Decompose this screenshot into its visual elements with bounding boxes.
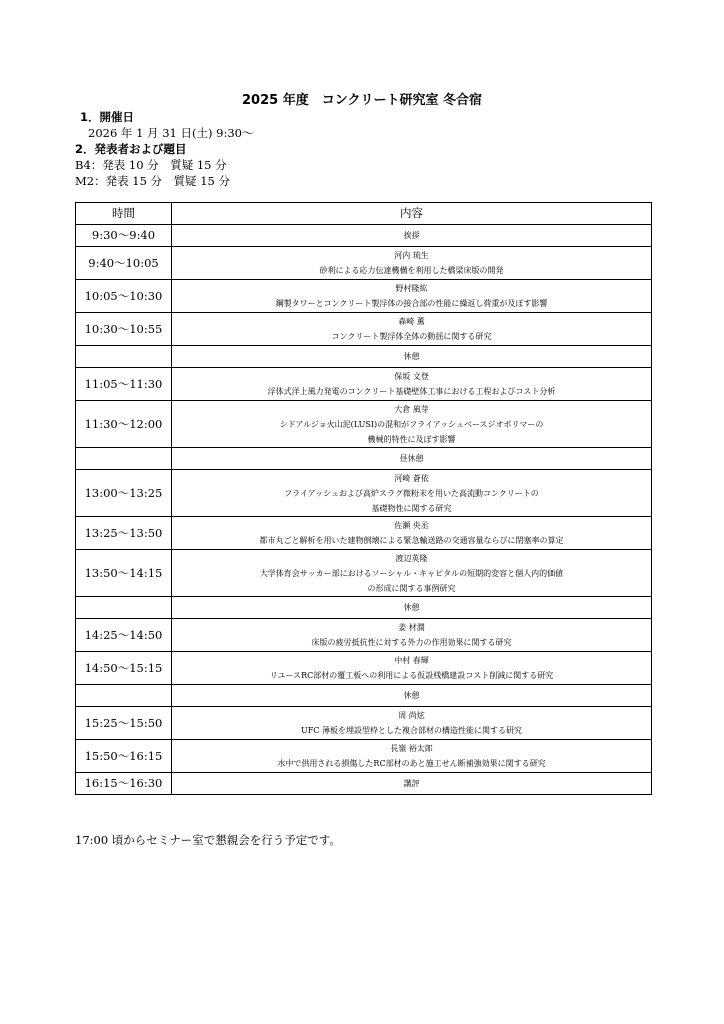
time-cell: 10:30～10:55 [76, 313, 172, 346]
presenter-name: 周 尚炫 [398, 711, 425, 720]
content-line: 講評 [403, 779, 420, 788]
header-content: 内容 [172, 203, 652, 225]
content-line: の形成に関する事例研究 [367, 583, 456, 593]
table-row [76, 517, 652, 550]
content-line: 大学体育会サッカー部におけるソーシャル・キャピタルの短期的変容と個人内的価値 [259, 568, 564, 578]
time-cell: 13:50～14:15 [76, 550, 172, 597]
content-line: 水中で供用される損傷したRC部材のあと施工せん断補強効果に関する研究 [277, 759, 546, 768]
content-line: 休憩 [403, 603, 420, 612]
content-line: 浮体式洋上風力発電のコンクリート基礎壁体工事における工程およびコスト分析 [267, 387, 556, 396]
table-row [76, 685, 652, 707]
content-line: 機械的特性に及ぼす影響 [367, 434, 456, 444]
time-cell: 16:15～16:30 [76, 773, 172, 795]
time-cell: 14:50～15:15 [76, 652, 172, 685]
table-row [76, 346, 652, 368]
table-header-row [76, 203, 652, 225]
content-cell [172, 280, 652, 313]
presenter-name: 佐瀬 央丞 [394, 521, 429, 530]
content-line: リユースRC部材の覆工板への利用による仮設桟橋建設コスト削減に関する研究 [269, 671, 554, 680]
time-cell [76, 685, 172, 707]
table-row [76, 619, 652, 652]
table-row [76, 740, 652, 773]
time-cell: 11:30～12:00 [76, 401, 172, 448]
time-cell [76, 448, 172, 470]
time-cell: 15:50～16:15 [76, 740, 172, 773]
content-line: 挨拶 [403, 231, 420, 240]
content-cell [172, 773, 652, 795]
content-cell [172, 247, 652, 280]
content-line: フライアッシュおよび高炉スラグ微粉末を用いた高流動コンクリートの [284, 488, 539, 498]
time-cell: 14:25～14:50 [76, 619, 172, 652]
time-cell: 9:30～9:40 [76, 225, 172, 247]
content-line: 休憩 [403, 352, 420, 361]
presenter-name: 大倉 風芽 [394, 404, 429, 414]
content-cell [172, 313, 652, 346]
section1-heading: 1．開催日 [80, 110, 135, 124]
time-cell: 15:25～15:50 [76, 707, 172, 740]
content-line: 昼休憩 [399, 454, 424, 463]
time-cell [76, 597, 172, 619]
content-cell [172, 619, 652, 652]
time-cell: 13:00～13:25 [76, 470, 172, 517]
table-row [76, 448, 652, 470]
time-cell [76, 346, 172, 368]
content-line: シドアルジョ火山泥(LUSI)の混和がフライアッシュベースジオポリマーの [279, 419, 544, 429]
m2-rule: M2：発表 15 分 質疑 15 分 [75, 174, 230, 188]
time-cell: 13:25～13:50 [76, 517, 172, 550]
content-cell [172, 225, 652, 247]
table-row [76, 652, 652, 685]
page-title: 2025 年度 コンクリート研究室 冬合宿 [242, 93, 482, 108]
table-row [76, 247, 652, 280]
content-line: 都市丸ごと解析を用いた建物倒壊による緊急輸送路の交通容量ならびに閉塞率の算定 [259, 536, 564, 545]
presenter-name: 中村 春輝 [394, 656, 429, 665]
content-line: 床版の疲労抵抗性に対する外力の作用効果に関する研究 [311, 638, 512, 647]
content-line: コンクリート製浮体全体の動揺に関する研究 [331, 332, 492, 341]
presenter-name: 河崎 蒼依 [394, 473, 429, 483]
presenter-name: 河内 琉生 [394, 251, 429, 260]
time-cell: 10:05～10:30 [76, 280, 172, 313]
table-row [76, 707, 652, 740]
presenter-name: 野村隆紘 [395, 284, 428, 293]
time-cell: 9:40～10:05 [76, 247, 172, 280]
content-cell [172, 652, 652, 685]
table-row [76, 597, 652, 619]
content-cell [172, 368, 652, 401]
table-row [76, 401, 652, 448]
header-time: 時間 [76, 203, 172, 225]
content-cell [172, 448, 652, 470]
content-line: UFC 薄板を埋設型枠とした複合部材の構造性能に関する研究 [301, 726, 522, 735]
content-cell [172, 517, 652, 550]
content-cell [172, 740, 652, 773]
time-cell: 11:05～11:30 [76, 368, 172, 401]
content-cell [172, 685, 652, 707]
b4-rule: B4：発表 10 分 質疑 15 分 [75, 158, 227, 172]
content-cell [172, 470, 652, 517]
content-line: 休憩 [403, 691, 420, 700]
content-cell [172, 401, 652, 448]
content-cell [172, 597, 652, 619]
table-row [76, 225, 652, 247]
section2-heading: 2．発表者および題目 [75, 142, 187, 156]
table-row [76, 470, 652, 517]
table-row [76, 773, 652, 795]
content-line: 砂利による応力伝達機構を利用した橋梁床版の開発 [319, 266, 504, 275]
footer-note: 17:00 頃からセミナー室で懇親会を行う予定です。 [75, 833, 341, 847]
presenter-name: 森崎 薫 [398, 317, 425, 326]
presenter-name: 保坂 文登 [394, 372, 429, 381]
presenter-name: 長嶺 裕太郎 [390, 744, 433, 753]
event-date: 2026 年 1 月 31 日(土) 9:30～ [88, 126, 254, 140]
schedule-table [75, 202, 652, 795]
presenter-name: 渡辺英隆 [395, 553, 428, 563]
table-row [76, 313, 652, 346]
content-line: 基礎物性に関する研究 [371, 503, 452, 513]
table-row [76, 280, 652, 313]
table-row [76, 550, 652, 597]
content-cell [172, 707, 652, 740]
content-line: 鋼製タワーとコンクリート製浮体の接合部の性能に繰返し荷重が及ぼす影響 [275, 299, 548, 308]
content-cell [172, 550, 652, 597]
table-row [76, 368, 652, 401]
content-cell [172, 346, 652, 368]
presenter-name: 姜 材潤 [398, 623, 425, 632]
